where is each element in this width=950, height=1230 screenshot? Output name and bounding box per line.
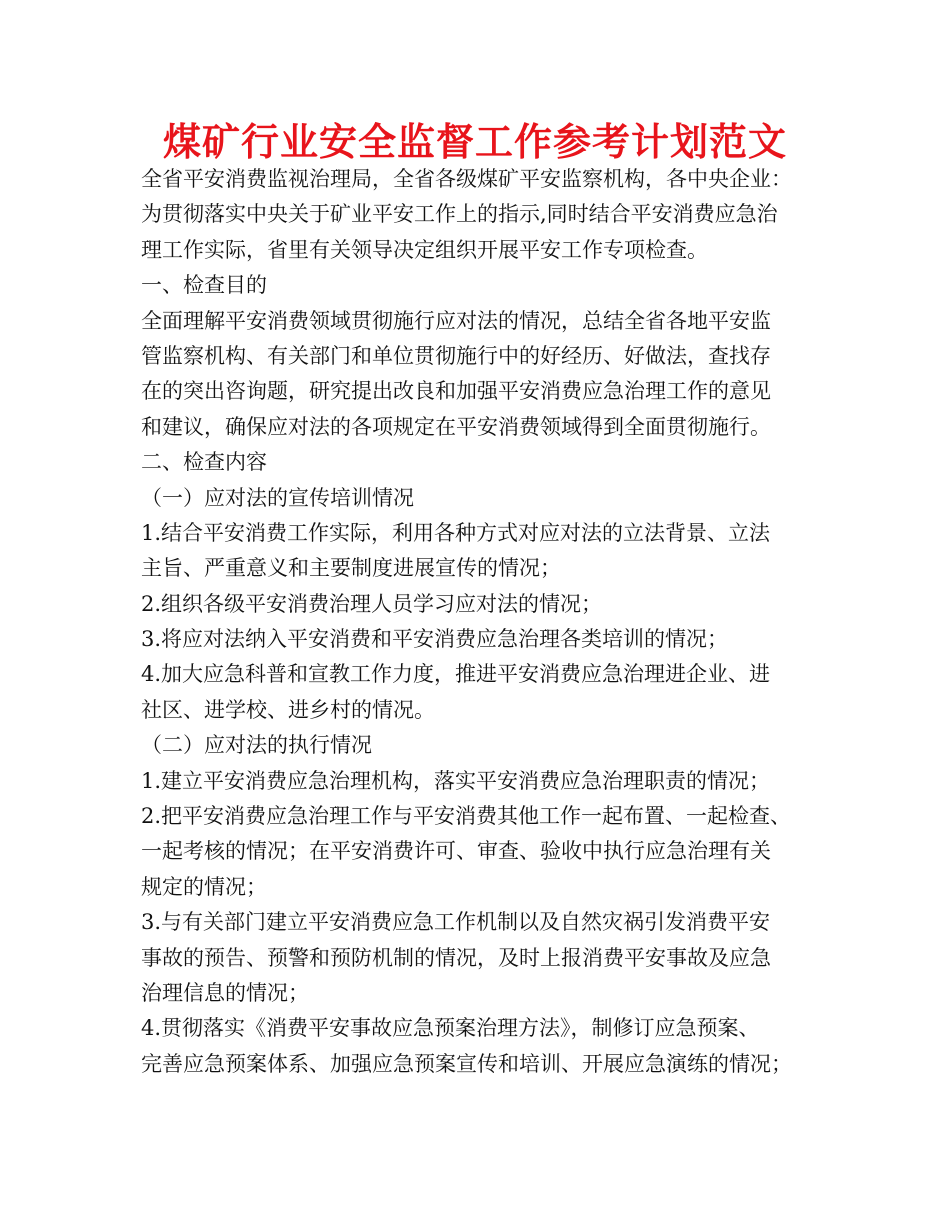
document-title: 煤矿行业安全监督工作参考计划范文 xyxy=(162,120,787,164)
section-heading: 一、检查目的 xyxy=(141,273,267,298)
paragraph-line: 和建议，确保应对法的各项规定在平安消费领域得到全面贯彻施行。 xyxy=(141,414,771,439)
list-item-continued: 规定的情况； xyxy=(141,874,267,899)
list-item: 4.贯彻落实《消费平安事故应急预案治理方法》，制修订应急预案、 xyxy=(141,1016,760,1041)
list-item: 3.与有关部门建立平安消费应急工作机制以及自然灾祸引发消费平安 xyxy=(141,910,771,935)
list-item: 2.把平安消费应急治理工作与平安消费其他工作一起布置、一起检查、 xyxy=(141,804,792,829)
document-body xyxy=(141,162,831,1082)
list-item-continued: 治理信息的情况； xyxy=(141,980,309,1005)
list-item: 4.加大应急科普和宣教工作力度，推进平安消费应急治理进企业、进 xyxy=(141,662,771,687)
list-item: 1.建立平安消费应急治理机构，落实平安消费应急治理职责的情况； xyxy=(141,768,771,793)
list-item-continued: 主旨、严重意义和主要制度进展宣传的情况； xyxy=(141,556,561,581)
list-item: 3.将应对法纳入平安消费和平安消费应急治理各类培训的情况； xyxy=(141,627,729,652)
paragraph-line: 管监察机构、有关部门和单位贯彻施行中的好经历、好做法，查找存 xyxy=(141,343,771,368)
paragraph-line: 在的突出咨询题，研究提出改良和加强平安消费应急治理工作的意见 xyxy=(141,379,771,404)
section-heading: 二、检查内容 xyxy=(141,450,267,475)
paragraph-line: 全省平安消费监视治理局，全省各级煤矿平安监察机构，各中央企业： xyxy=(141,167,792,191)
list-item: 1.结合平安消费工作实际，利用各种方式对应对法的立法背景、立法 xyxy=(141,520,771,545)
subsection-heading: （二）应对法的执行情况 xyxy=(141,733,372,758)
list-item-continued: 一起考核的情况；在平安消费许可、审查、验收中执行应急治理有关 xyxy=(141,839,771,864)
list-item-continued: 完善应急预案体系、加强应急预案宣传和培训、开展应急演练的情况； xyxy=(141,1051,792,1076)
paragraph-line: 全面理解平安消费领域贯彻施行应对法的情况，总结全省各地平安监 xyxy=(141,308,771,333)
paragraph-line: 为贯彻落实中央关于矿业平安工作上的指示,同时结合平安消费应急治 xyxy=(141,202,778,227)
list-item: 2.组织各级平安消费治理人员学习应对法的情况； xyxy=(141,591,603,616)
paragraph-line: 理工作实际，省里有关领导决定组织开展平安工作专项检查。 xyxy=(141,237,708,262)
list-item-continued: 事故的预告、预警和预防机制的情况，及时上报消费平安事故及应急 xyxy=(141,945,771,970)
list-item-continued: 社区、进学校、进乡村的情况。 xyxy=(141,697,435,722)
subsection-heading: （一）应对法的宣传培训情况 xyxy=(141,485,414,510)
